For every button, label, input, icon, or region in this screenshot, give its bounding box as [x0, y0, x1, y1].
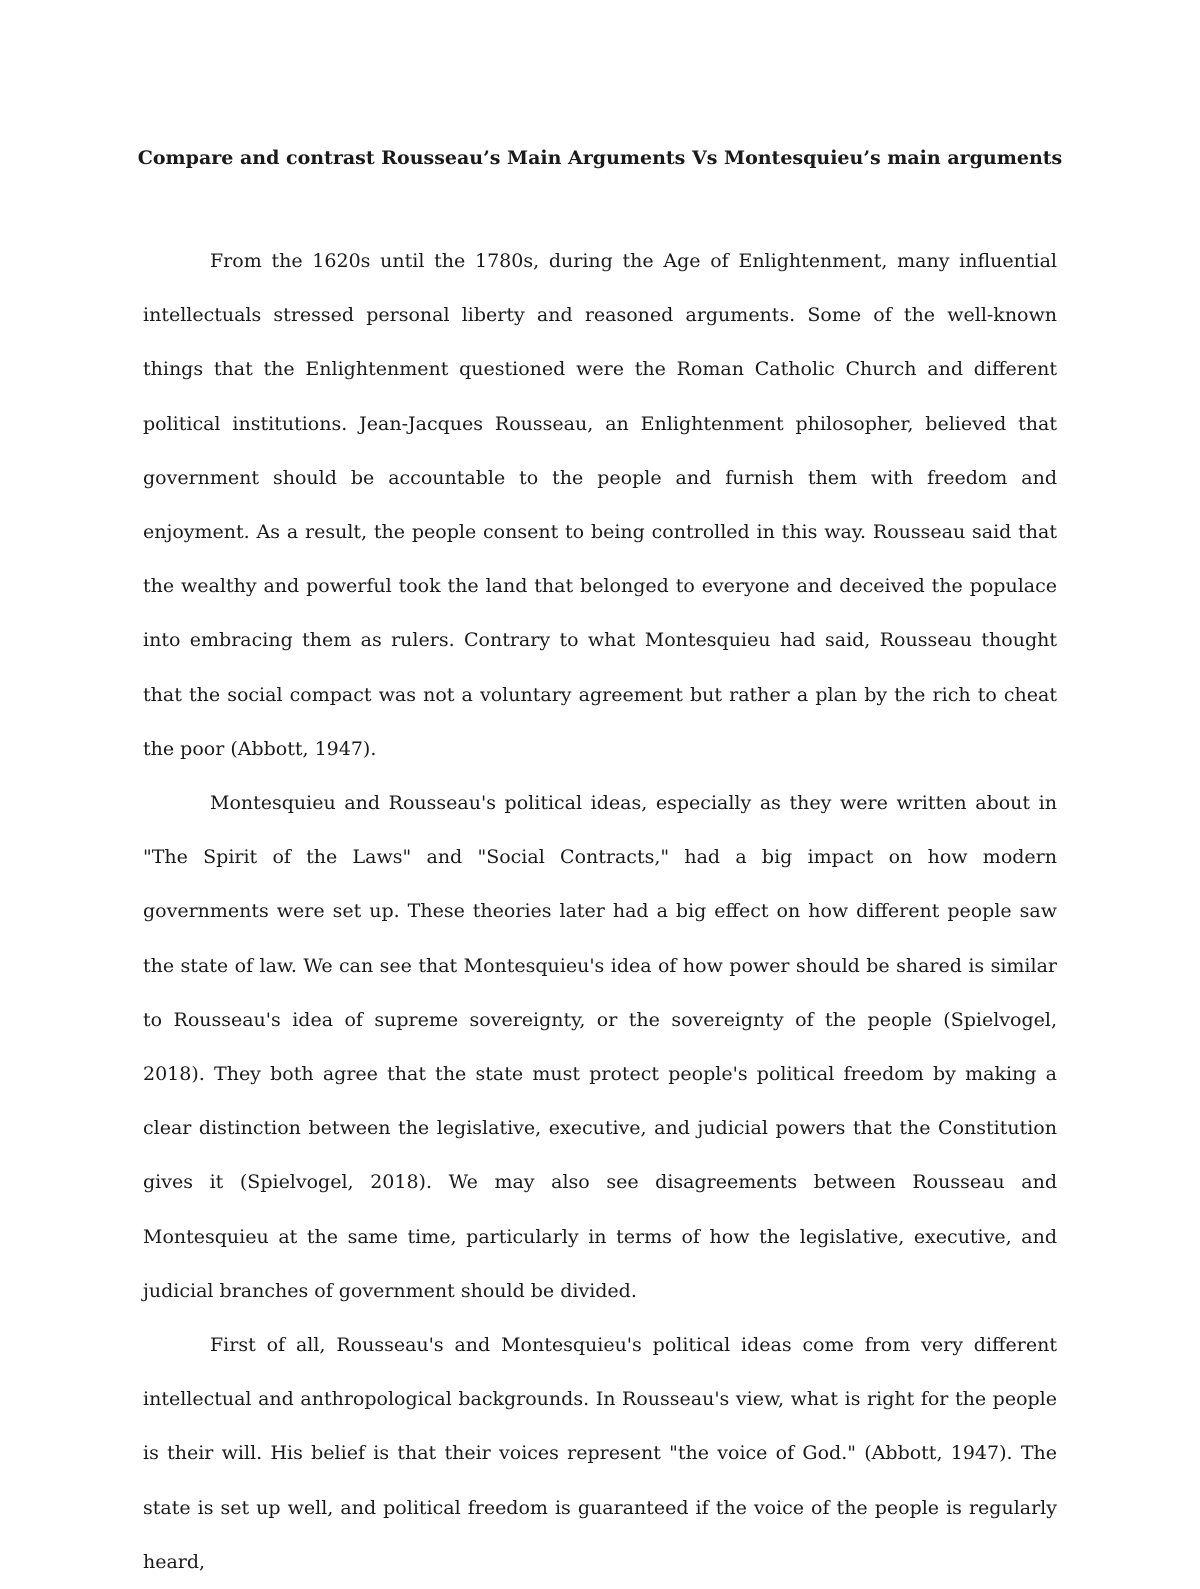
paragraph-1: From the 1620s until the 1780s, during the Age of Enlightenment, many influential intellectuals stressed personal liberty and reasoned arguments. Some of the well-known things that the Enlightenment questioned were the Roman Catholic Church and different political institutions. Jean-Jacques Rousseau, an Enlightenment philosopher, believed that government should be accountable to the people and furnish them with freedom and enjoyment. As a result, the people consent to being controlled in this way. Rousseau said that the wealthy and powerful took the land that belonged to everyone and deceived the populace into embracing them as rulers. Contrary to what Montesquieu had said, Rousseau thought that the social compact was not a voluntary agreement but rather a plan by the rich to cheat the poor (Abbott, 1947).: [143, 250, 1057, 760]
paragraph-2: Montesquieu and Rousseau's political ideas, especially as they were written about in "The Spirit of the Laws" and "Social Contracts," had a big impact on how modern governments were set up. These theories later had a big effect on how different people saw the state of law. We can see that Montesquieu's idea of how power should be shared is similar to Rousseau's idea of supreme sovereignty, or the sovereignty of the people (Spielvogel, 2018). They both agree that the state must protect people's political freedom by making a clear distinction between the legislative, executive, and judicial powers that the Constitution gives it (Spielvogel, 2018). We may also see disagreements between Rousseau and Montesquieu at the same time, particularly in terms of how the legislative, executive, and judicial branches of government should be divided.: [143, 792, 1057, 1302]
paragraph-3: First of all, Rousseau's and Montesquieu's political ideas come from very different intellectual and anthropological backgrounds. In Rousseau's view, what is right for the people is their will. His belief is that their voices represent "the voice of God." (Abbott, 1947). The state is set up well, and political freedom is guaranteed if the voice of the people is regularly heard,: [143, 1334, 1057, 1573]
document-title: Compare and contrast Rousseau’s Main Arguments Vs Montesquieu’s main arguments: [137, 147, 1063, 169]
document-body: [143, 234, 1057, 1589]
